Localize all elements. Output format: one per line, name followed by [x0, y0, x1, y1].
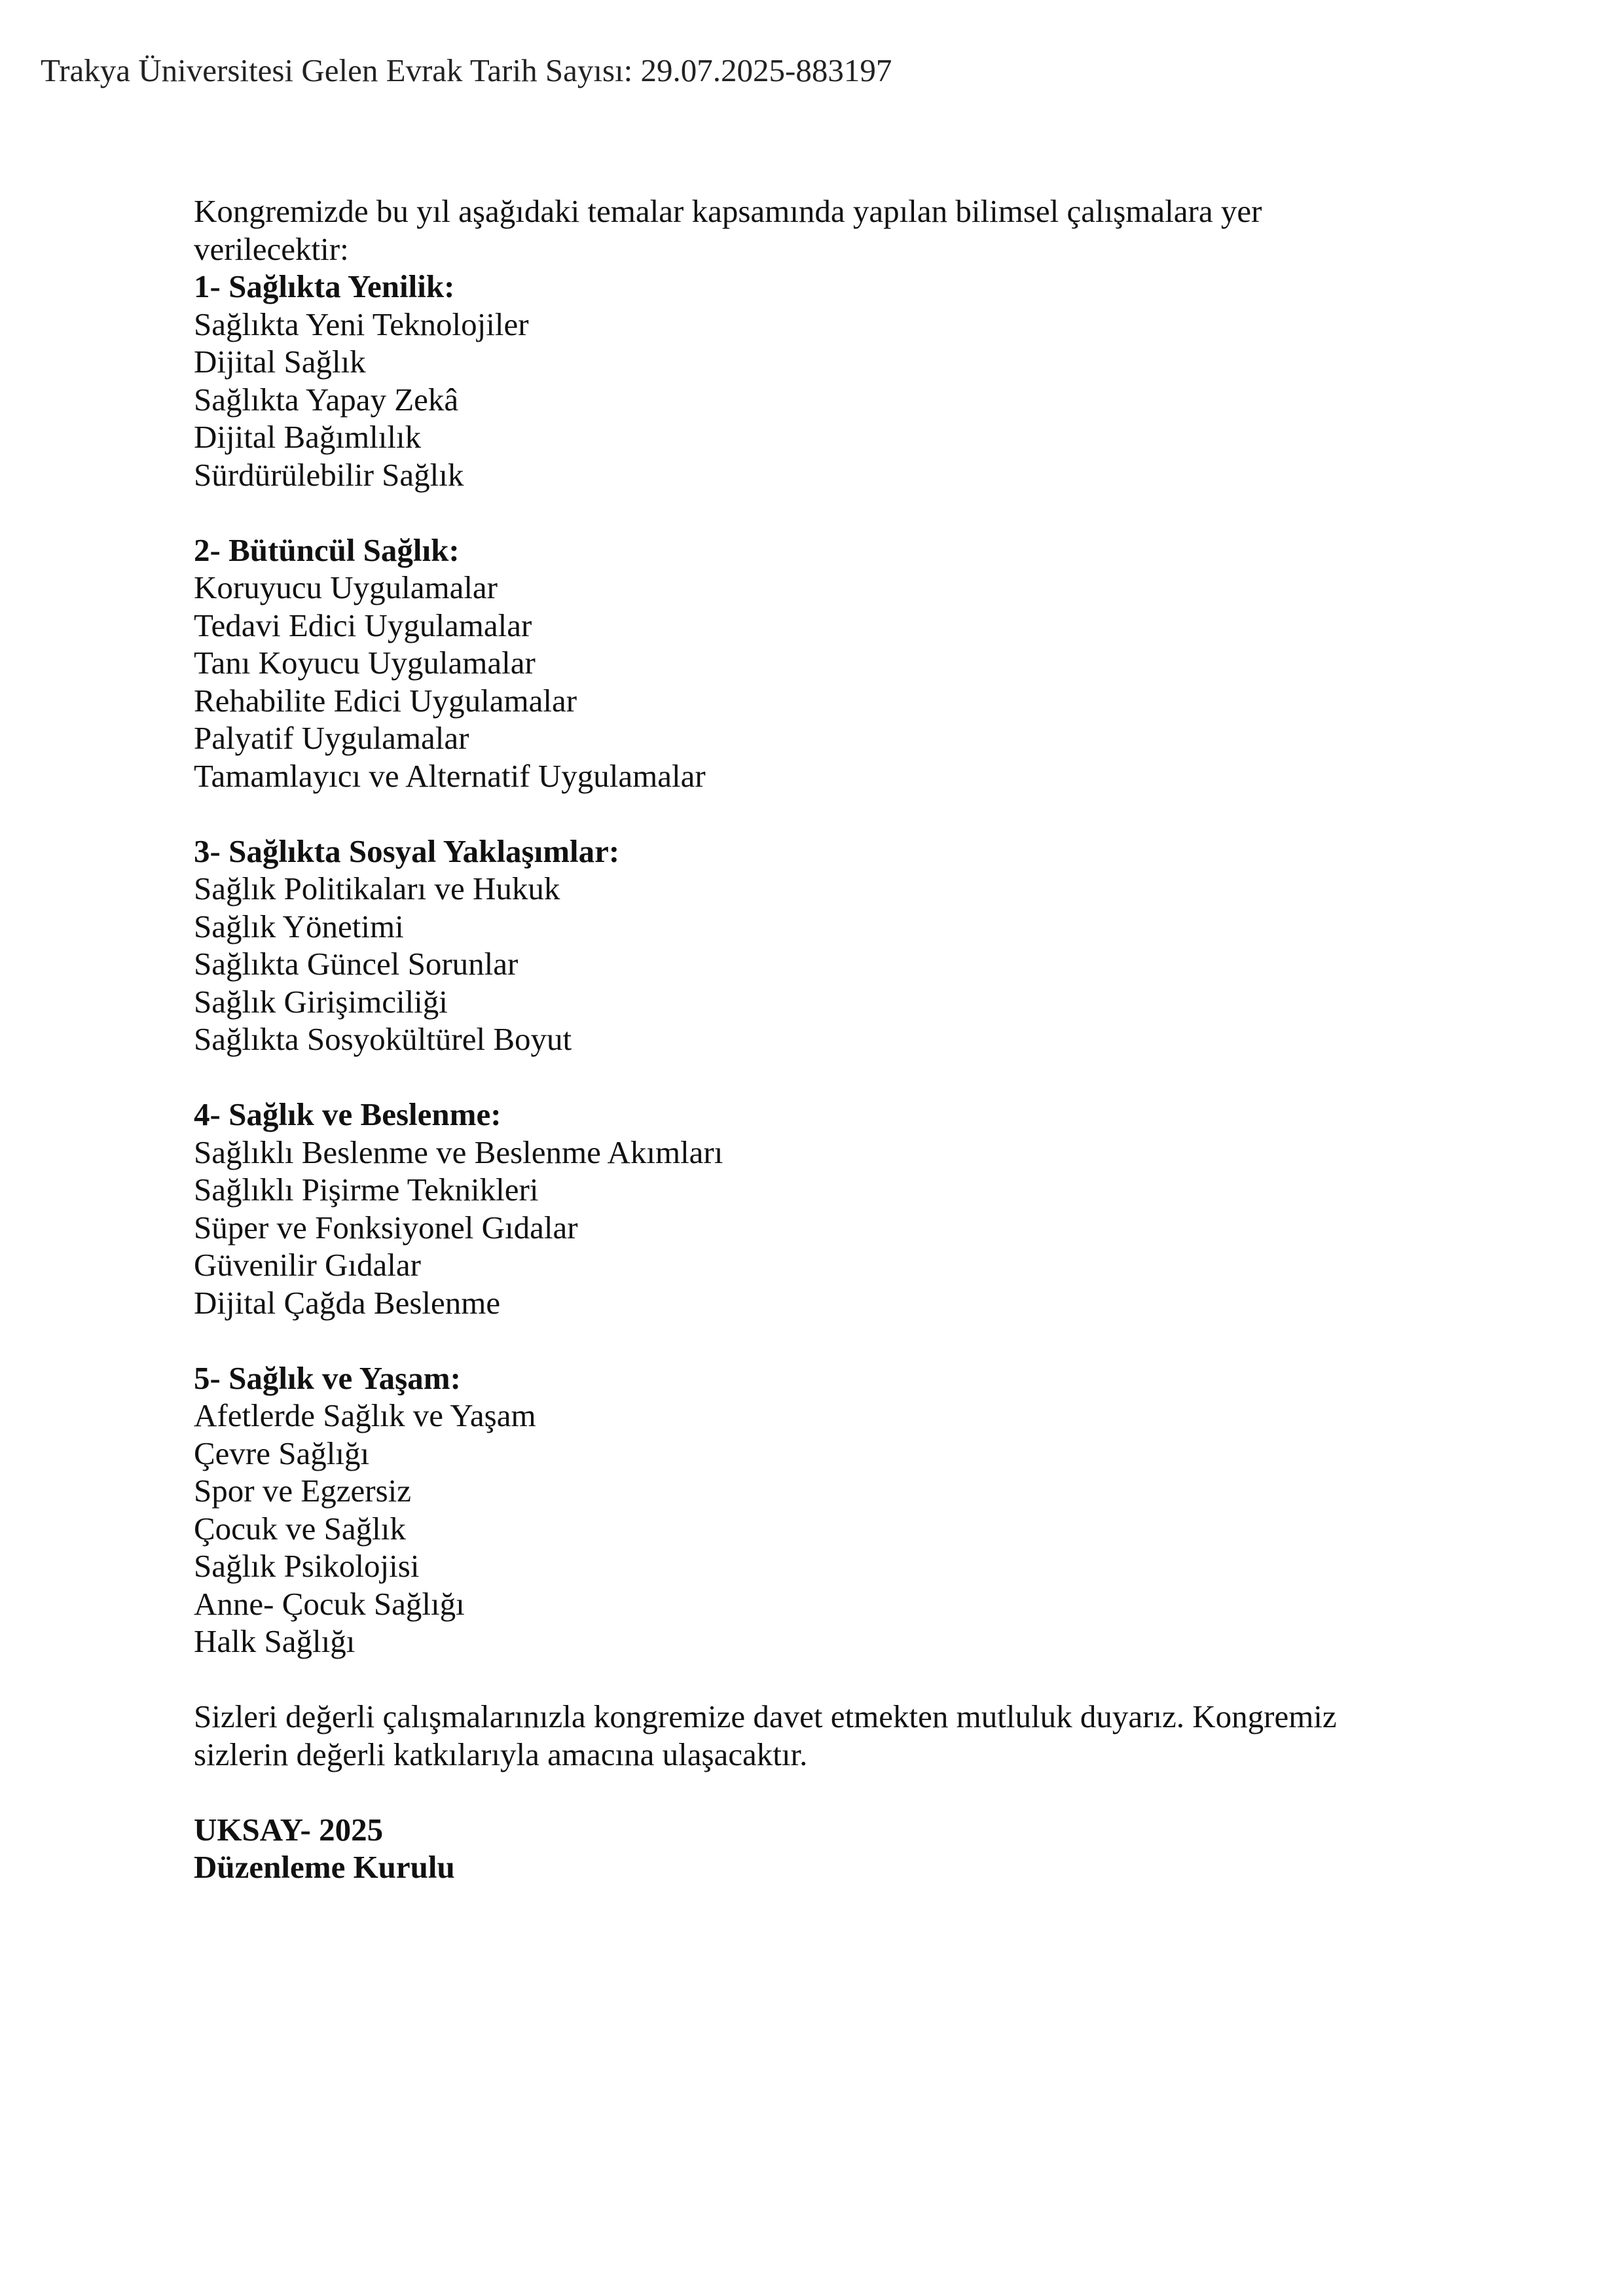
theme-item: Sağlıkta Güncel Sorunlar: [194, 946, 519, 982]
theme-item: Sağlıklı Beslenme ve Beslenme Akımları: [194, 1134, 723, 1170]
spacer: [194, 1321, 1438, 1359]
theme-item: Anne- Çocuk Sağlığı: [194, 1585, 465, 1622]
theme-item: Spor ve Egzersiz: [194, 1473, 411, 1509]
theme-item: Sağlıklı Pişirme Teknikleri: [194, 1172, 539, 1208]
intro-line-1: Kongremizde bu yıl aşağıdaki temalar kapsamında yapılan bilimsel çalışmalara yer: [194, 193, 1262, 229]
theme-title: 1- Sağlıkta Yenilik:: [194, 268, 455, 304]
theme-item: Dijital Bağımlılık: [194, 419, 422, 455]
theme-item: Koruyucu Uygulamalar: [194, 569, 498, 605]
theme-item: Sağlık Girişimciliği: [194, 983, 448, 1020]
theme-title: 5- Sağlık ve Yaşam:: [194, 1359, 461, 1396]
theme-item: Sağlıkta Yapay Zekâ: [194, 381, 459, 418]
theme-item: Sağlıkta Sosyokültürel Boyut: [194, 1021, 572, 1057]
theme-item: Tanı Koyucu Uygulamalar: [194, 645, 536, 681]
theme-section-1: [194, 268, 1438, 493]
theme-item: Sağlıkta Yeni Teknolojiler: [194, 306, 529, 342]
theme-item: Süper ve Fonksiyonel Gıdalar: [194, 1209, 578, 1246]
theme-item: Afetlerde Sağlık ve Yaşam: [194, 1397, 536, 1433]
closing-line-2: sizlerin değerli katkılarıyla amacına ulaşacaktır.: [194, 1736, 808, 1772]
signature-committee: Düzenleme Kurulu: [194, 1849, 455, 1885]
intro-line-2: verilecektir:: [194, 230, 349, 267]
spacer: [194, 1773, 1438, 1811]
theme-item: Sağlık Psikolojisi: [194, 1548, 420, 1584]
theme-item: Halk Sağlığı: [194, 1623, 356, 1659]
closing-line-1: Sizleri değerli çalışmalarınızla kongremize davet etmekten mutluluk duyarız. Kongremiz: [194, 1698, 1337, 1734]
spacer: [194, 1058, 1438, 1096]
theme-title: 3- Sağlıkta Sosyal Yaklaşımlar:: [194, 833, 620, 869]
spacer: [194, 1660, 1438, 1698]
theme-item: Sürdürülebilir Sağlık: [194, 456, 464, 493]
theme-item: Çevre Sağlığı: [194, 1435, 370, 1471]
theme-item: Güvenilir Gıdalar: [194, 1247, 421, 1283]
theme-item: Dijital Çağda Beslenme: [194, 1284, 501, 1321]
theme-title: 2- Bütüncül Sağlık:: [194, 531, 460, 568]
theme-title: 4- Sağlık ve Beslenme:: [194, 1096, 501, 1132]
theme-section-5: [194, 1359, 1438, 1660]
theme-item: Tamamlayıcı ve Alternatif Uygulamalar: [194, 757, 706, 794]
theme-item: Palyatif Uygulamalar: [194, 720, 469, 756]
signature-event: UKSAY- 2025: [194, 1811, 384, 1848]
document-header-stamp: Trakya Üniversitesi Gelen Evrak Tarih Sayısı: 29.07.2025-883197: [41, 52, 892, 88]
theme-item: Sağlık Yönetimi: [194, 908, 404, 944]
theme-section-4: [194, 1096, 1438, 1321]
theme-item: Dijital Sağlık: [194, 344, 366, 380]
theme-item: Çocuk ve Sağlık: [194, 1510, 406, 1547]
theme-item: Rehabilite Edici Uygulamalar: [194, 682, 577, 719]
theme-item: Sağlık Politikaları ve Hukuk: [194, 870, 560, 906]
theme-item: Tedavi Edici Uygulamalar: [194, 607, 532, 643]
theme-section-2: [194, 531, 1438, 795]
document-body: [194, 192, 1438, 1886]
spacer: [194, 493, 1438, 531]
theme-section-3: [194, 833, 1438, 1058]
spacer: [194, 795, 1438, 833]
